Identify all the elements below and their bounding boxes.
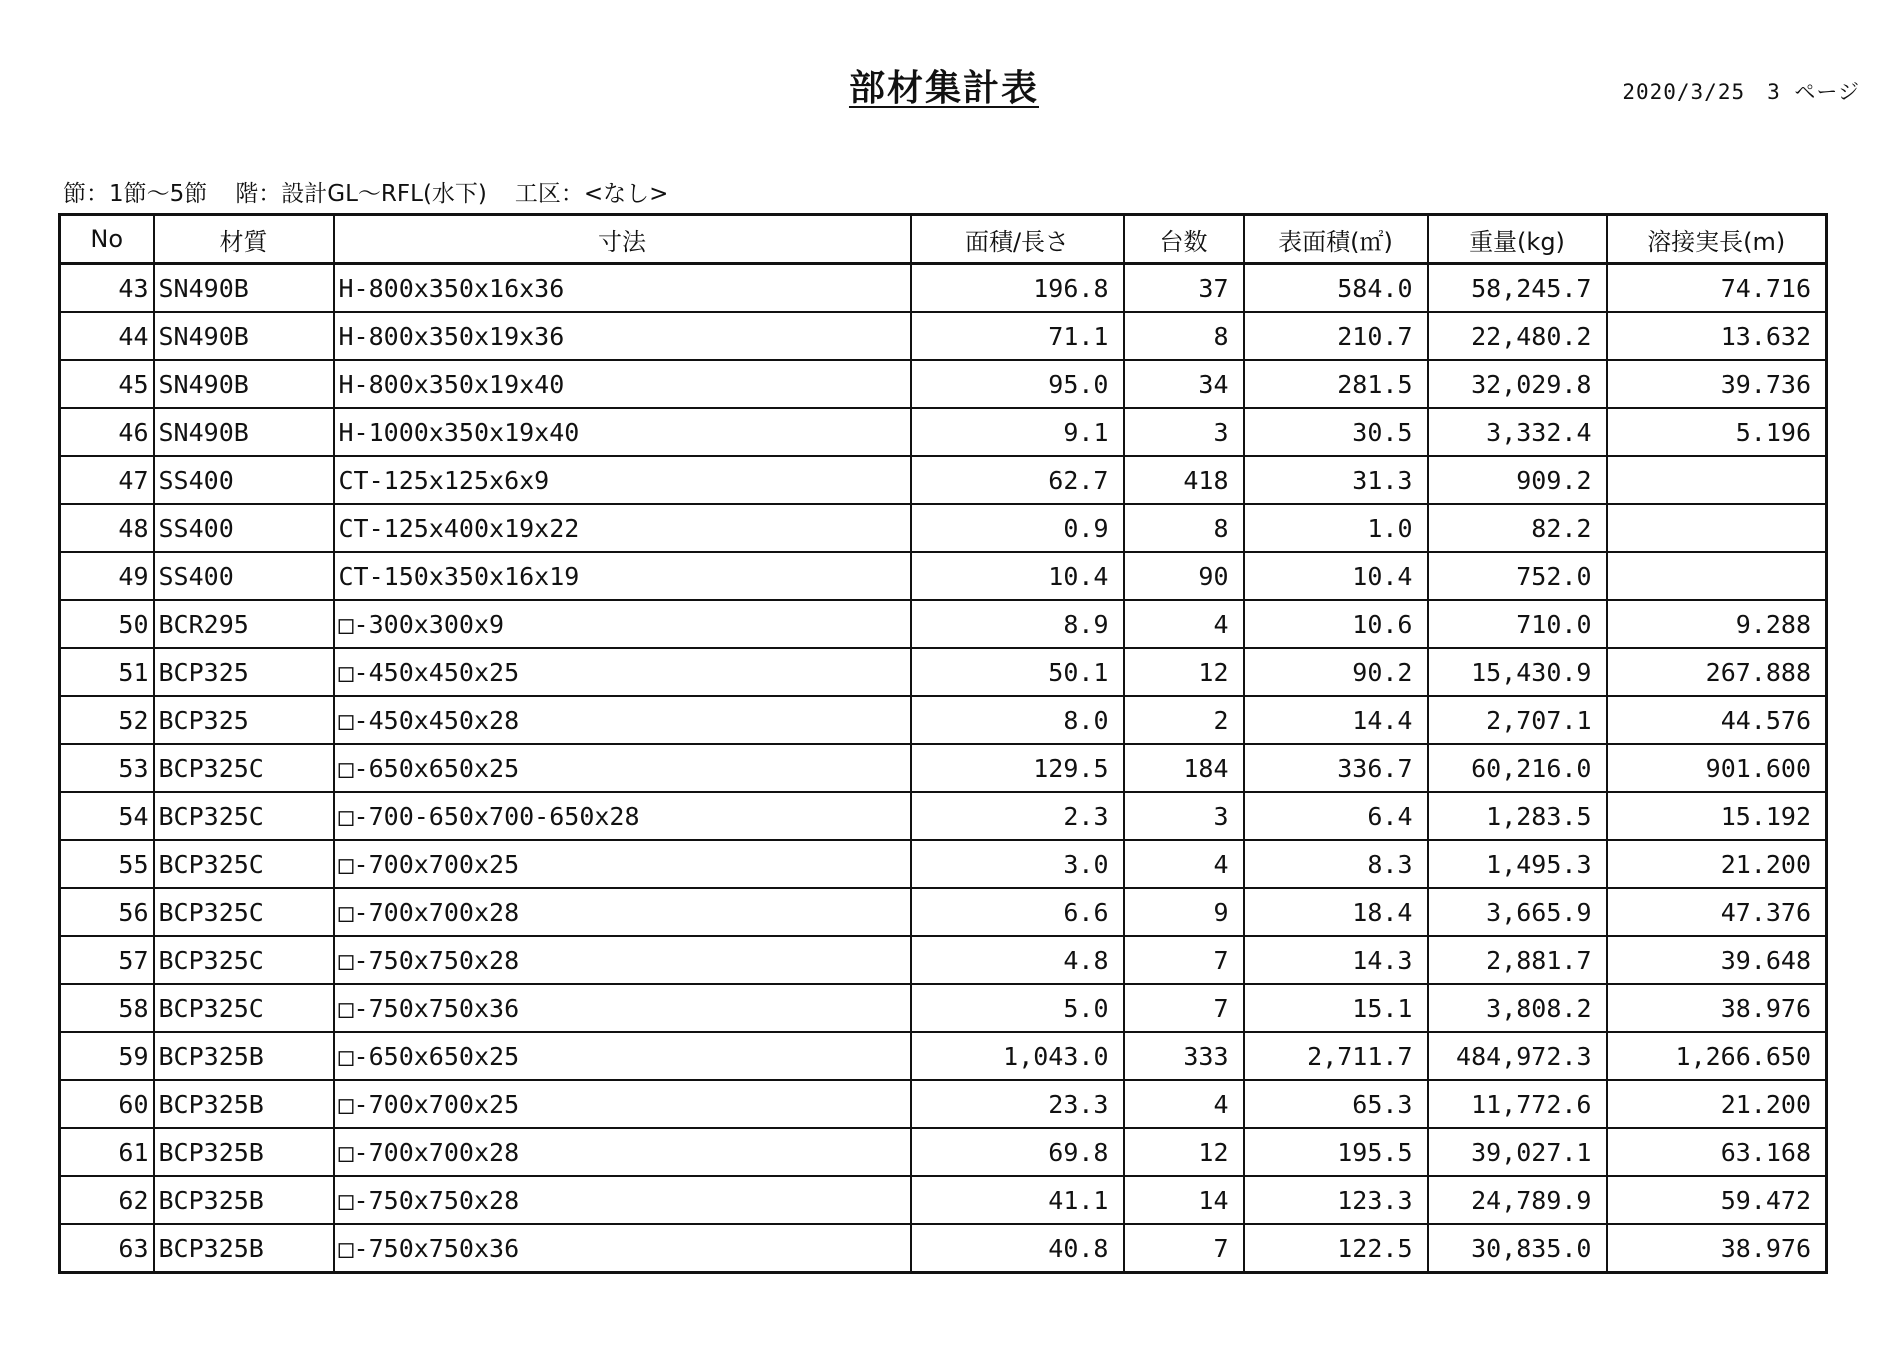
cell-count: 418 (1124, 456, 1244, 504)
cell-material: BCP325C (154, 744, 334, 792)
cell-no: 48 (60, 504, 154, 552)
cell-area-length: 8.9 (911, 600, 1124, 648)
cell-count: 90 (1124, 552, 1244, 600)
table-row (60, 504, 1827, 552)
cell-surface-area: 10.4 (1244, 552, 1428, 600)
table-row (60, 600, 1827, 648)
cell-no: 54 (60, 792, 154, 840)
cell-area-length: 5.0 (911, 984, 1124, 1032)
cell-material: BCP325C (154, 984, 334, 1032)
cell-surface-area: 210.7 (1244, 312, 1428, 360)
cell-weight: 752.0 (1428, 552, 1607, 600)
cell-weld-length: 38.976 (1607, 1224, 1827, 1273)
cell-no: 55 (60, 840, 154, 888)
cell-no: 57 (60, 936, 154, 984)
cell-surface-area: 6.4 (1244, 792, 1428, 840)
cell-surface-area: 31.3 (1244, 456, 1428, 504)
cell-weld-length: 901.600 (1607, 744, 1827, 792)
report-title-text: 部材集計表 (848, 68, 1039, 109)
cell-dimension: □-700x700x25 (334, 840, 911, 888)
table-row (60, 552, 1827, 600)
cell-count: 8 (1124, 312, 1244, 360)
cell-area-length: 23.3 (911, 1080, 1124, 1128)
cell-material: SS400 (154, 552, 334, 600)
cell-count: 2 (1124, 696, 1244, 744)
cell-area-length: 196.8 (911, 264, 1124, 313)
table-header-row (60, 215, 1827, 264)
cell-weld-length (1607, 552, 1827, 600)
cell-material: BCP325B (154, 1080, 334, 1128)
cell-weld-length (1607, 456, 1827, 504)
cell-weight: 60,216.0 (1428, 744, 1607, 792)
table-row (60, 696, 1827, 744)
cell-area-length: 95.0 (911, 360, 1124, 408)
table-body (60, 264, 1827, 1273)
cell-dimension: □-750x750x28 (334, 1176, 911, 1224)
cell-no: 53 (60, 744, 154, 792)
cell-dimension: CT-125x400x19x22 (334, 504, 911, 552)
cell-surface-area: 14.4 (1244, 696, 1428, 744)
cell-dimension: □-700x700x28 (334, 1128, 911, 1176)
cell-weld-length: 5.196 (1607, 408, 1827, 456)
cell-surface-area: 14.3 (1244, 936, 1428, 984)
cell-dimension: □-750x750x36 (334, 984, 911, 1032)
cell-area-length: 4.8 (911, 936, 1124, 984)
cell-no: 50 (60, 600, 154, 648)
cell-count: 9 (1124, 888, 1244, 936)
cell-material: BCP325B (154, 1128, 334, 1176)
filter-conditions (63, 175, 668, 208)
cell-count: 7 (1124, 936, 1244, 984)
cell-area-length: 129.5 (911, 744, 1124, 792)
cell-dimension: □-450x450x28 (334, 696, 911, 744)
cell-weld-length: 13.632 (1607, 312, 1827, 360)
cell-weight: 2,707.1 (1428, 696, 1607, 744)
cell-weld-length: 21.200 (1607, 1080, 1827, 1128)
cell-weld-length: 59.472 (1607, 1176, 1827, 1224)
cell-material: BCP325B (154, 1176, 334, 1224)
cell-surface-area: 30.5 (1244, 408, 1428, 456)
column-header-material: 材質 (154, 215, 334, 264)
cell-count: 3 (1124, 792, 1244, 840)
cell-area-length: 62.7 (911, 456, 1124, 504)
cell-dimension: H-800x350x16x36 (334, 264, 911, 313)
cell-no: 52 (60, 696, 154, 744)
cell-weight: 24,789.9 (1428, 1176, 1607, 1224)
cell-surface-area: 123.3 (1244, 1176, 1428, 1224)
table-row (60, 744, 1827, 792)
cell-count: 12 (1124, 1128, 1244, 1176)
cell-count: 8 (1124, 504, 1244, 552)
cell-no: 61 (60, 1128, 154, 1176)
cell-area-length: 71.1 (911, 312, 1124, 360)
cell-count: 184 (1124, 744, 1244, 792)
cell-dimension: CT-150x350x16x19 (334, 552, 911, 600)
cell-area-length: 9.1 (911, 408, 1124, 456)
cell-material: BCP325C (154, 888, 334, 936)
cell-material: BCP325 (154, 648, 334, 696)
cell-no: 47 (60, 456, 154, 504)
cell-dimension: □-650x650x25 (334, 1032, 911, 1080)
member-summary-table (58, 213, 1828, 1274)
cell-weld-length (1607, 504, 1827, 552)
cell-no: 62 (60, 1176, 154, 1224)
cell-weight: 3,808.2 (1428, 984, 1607, 1032)
cell-no: 60 (60, 1080, 154, 1128)
table-row (60, 1032, 1827, 1080)
cell-material: SN490B (154, 408, 334, 456)
cell-dimension: □-700-650x700-650x28 (334, 792, 911, 840)
column-header-count: 台数 (1124, 215, 1244, 264)
cell-weld-length: 21.200 (1607, 840, 1827, 888)
cell-material: BCP325B (154, 1032, 334, 1080)
cell-material: BCP325C (154, 936, 334, 984)
cell-no: 56 (60, 888, 154, 936)
column-header-no: No (60, 215, 154, 264)
cell-weight: 22,480.2 (1428, 312, 1607, 360)
cell-weight: 1,283.5 (1428, 792, 1607, 840)
cell-weld-length: 39.648 (1607, 936, 1827, 984)
cell-weight: 39,027.1 (1428, 1128, 1607, 1176)
cell-no: 49 (60, 552, 154, 600)
cell-dimension: H-800x350x19x36 (334, 312, 911, 360)
cell-weight: 1,495.3 (1428, 840, 1607, 888)
cell-no: 46 (60, 408, 154, 456)
table-row (60, 840, 1827, 888)
cell-surface-area: 122.5 (1244, 1224, 1428, 1273)
cell-weld-length: 1,266.650 (1607, 1032, 1827, 1080)
table-row (60, 1080, 1827, 1128)
cell-weld-length: 63.168 (1607, 1128, 1827, 1176)
cell-count: 14 (1124, 1176, 1244, 1224)
cell-count: 7 (1124, 984, 1244, 1032)
cell-count: 7 (1124, 1224, 1244, 1273)
cell-surface-area: 584.0 (1244, 264, 1428, 313)
cell-material: BCP325 (154, 696, 334, 744)
cell-weight: 484,972.3 (1428, 1032, 1607, 1080)
cell-surface-area: 8.3 (1244, 840, 1428, 888)
cell-dimension: □-700x700x25 (334, 1080, 911, 1128)
cell-dimension: □-300x300x9 (334, 600, 911, 648)
table-row (60, 1128, 1827, 1176)
cell-no: 59 (60, 1032, 154, 1080)
page-number: 3 ページ (1767, 80, 1860, 104)
cell-dimension: □-450x450x25 (334, 648, 911, 696)
table-row (60, 1224, 1827, 1273)
column-header-weight: 重量(kg) (1428, 215, 1607, 264)
cell-weld-length: 47.376 (1607, 888, 1827, 936)
report-title (0, 60, 1888, 111)
cell-count: 4 (1124, 600, 1244, 648)
cell-surface-area: 10.6 (1244, 600, 1428, 648)
table-row (60, 456, 1827, 504)
cell-count: 37 (1124, 264, 1244, 313)
cell-area-length: 41.1 (911, 1176, 1124, 1224)
table-row (60, 648, 1827, 696)
cell-area-length: 0.9 (911, 504, 1124, 552)
cell-area-length: 6.6 (911, 888, 1124, 936)
cell-material: SN490B (154, 312, 334, 360)
cell-material: SS400 (154, 456, 334, 504)
filter-zone: 工区：<なし> (514, 181, 669, 207)
cell-no: 45 (60, 360, 154, 408)
cell-no: 51 (60, 648, 154, 696)
cell-no: 58 (60, 984, 154, 1032)
cell-surface-area: 15.1 (1244, 984, 1428, 1032)
cell-weight: 30,835.0 (1428, 1224, 1607, 1273)
cell-count: 333 (1124, 1032, 1244, 1080)
cell-count: 3 (1124, 408, 1244, 456)
table-row (60, 264, 1827, 313)
cell-material: SN490B (154, 360, 334, 408)
cell-weight: 710.0 (1428, 600, 1607, 648)
cell-weight: 58,245.7 (1428, 264, 1607, 313)
cell-material: BCP325C (154, 792, 334, 840)
cell-weight: 32,029.8 (1428, 360, 1607, 408)
cell-dimension: □-750x750x36 (334, 1224, 911, 1273)
cell-weld-length: 15.192 (1607, 792, 1827, 840)
cell-weld-length: 267.888 (1607, 648, 1827, 696)
table-row (60, 1176, 1827, 1224)
cell-dimension: CT-125x125x6x9 (334, 456, 911, 504)
cell-surface-area: 1.0 (1244, 504, 1428, 552)
cell-count: 4 (1124, 1080, 1244, 1128)
cell-count: 34 (1124, 360, 1244, 408)
cell-dimension: H-800x350x19x40 (334, 360, 911, 408)
cell-weld-length: 9.288 (1607, 600, 1827, 648)
cell-weight: 3,332.4 (1428, 408, 1607, 456)
cell-dimension: □-650x650x25 (334, 744, 911, 792)
cell-weight: 909.2 (1428, 456, 1607, 504)
table-row (60, 360, 1827, 408)
cell-area-length: 50.1 (911, 648, 1124, 696)
table-row (60, 888, 1827, 936)
table-row (60, 792, 1827, 840)
date-page-info (1622, 76, 1860, 106)
cell-weight: 15,430.9 (1428, 648, 1607, 696)
cell-area-length: 8.0 (911, 696, 1124, 744)
cell-area-length: 2.3 (911, 792, 1124, 840)
cell-weld-length: 39.736 (1607, 360, 1827, 408)
column-header-area-length: 面積/長さ (911, 215, 1124, 264)
cell-count: 4 (1124, 840, 1244, 888)
cell-no: 43 (60, 264, 154, 313)
cell-material: SS400 (154, 504, 334, 552)
cell-dimension: □-750x750x28 (334, 936, 911, 984)
table-row (60, 312, 1827, 360)
column-header-dimension: 寸法 (334, 215, 911, 264)
cell-no: 44 (60, 312, 154, 360)
cell-weight: 82.2 (1428, 504, 1607, 552)
cell-dimension: □-700x700x28 (334, 888, 911, 936)
cell-surface-area: 18.4 (1244, 888, 1428, 936)
cell-material: BCP325B (154, 1224, 334, 1273)
cell-surface-area: 281.5 (1244, 360, 1428, 408)
cell-material: SN490B (154, 264, 334, 313)
cell-weight: 2,881.7 (1428, 936, 1607, 984)
column-header-weld-length: 溶接実長(m) (1607, 215, 1827, 264)
cell-surface-area: 2,711.7 (1244, 1032, 1428, 1080)
filter-section: 節：1節～5節 (63, 181, 208, 207)
report-date: 2020/3/25 (1622, 80, 1746, 104)
cell-dimension: H-1000x350x19x40 (334, 408, 911, 456)
table-row (60, 408, 1827, 456)
cell-weld-length: 44.576 (1607, 696, 1827, 744)
cell-count: 12 (1124, 648, 1244, 696)
cell-material: BCR295 (154, 600, 334, 648)
column-header-surface-area: 表面積(㎡) (1244, 215, 1428, 264)
cell-weight: 3,665.9 (1428, 888, 1607, 936)
cell-weld-length: 38.976 (1607, 984, 1827, 1032)
cell-area-length: 40.8 (911, 1224, 1124, 1273)
cell-surface-area: 336.7 (1244, 744, 1428, 792)
cell-area-length: 3.0 (911, 840, 1124, 888)
cell-material: BCP325C (154, 840, 334, 888)
table-row (60, 936, 1827, 984)
cell-area-length: 10.4 (911, 552, 1124, 600)
cell-surface-area: 195.5 (1244, 1128, 1428, 1176)
cell-no: 63 (60, 1224, 154, 1273)
cell-surface-area: 90.2 (1244, 648, 1428, 696)
cell-area-length: 69.8 (911, 1128, 1124, 1176)
table-row (60, 984, 1827, 1032)
filter-floor: 階：設計GL～RFL(水下) (235, 181, 487, 207)
cell-weight: 11,772.6 (1428, 1080, 1607, 1128)
cell-area-length: 1,043.0 (911, 1032, 1124, 1080)
cell-weld-length: 74.716 (1607, 264, 1827, 313)
cell-surface-area: 65.3 (1244, 1080, 1428, 1128)
